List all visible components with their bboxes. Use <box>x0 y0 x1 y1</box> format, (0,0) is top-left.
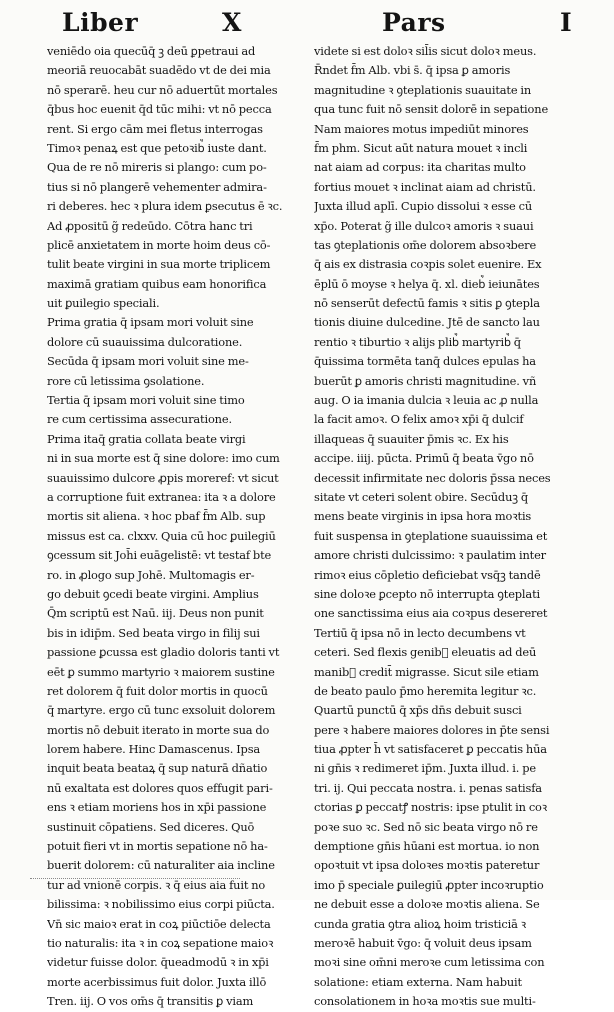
text-line: rore cū letissima ꝯsolatione. <box>47 373 205 388</box>
text-line: potuit fieri vt in mortis sepatione nō ha- <box>47 839 268 854</box>
text-line: passione ꝑcussa est gladio doloris tanti vt <box>47 645 280 660</box>
text-line: Tertia q̄ ipsam mori voluit sine timo <box>47 393 245 408</box>
text-line: rimoꝛ eius cōpletio deficiebat vsq̄ꝫ tandē <box>314 567 541 582</box>
text-line: q̄uissima tormēta tanq̄ dulces epulas ha <box>314 354 536 369</box>
text-line: magnitudine ꝛ ꝯteplationis suauitate in <box>314 82 532 97</box>
text-line: videte si est doloꝛ sil̄is sicut doloꝛ meus. <box>314 44 537 58</box>
text-line: uit ꝑuilegio speciali. <box>47 296 160 311</box>
text-line: aug. O ia imania dulcia ꝛ leuia ac ꝓ nulla <box>314 393 539 408</box>
text-line: decessit infirmitate nec doloris p̄ssa neces <box>314 470 551 485</box>
text-line: qua tunc fuit nō sensit dolorē in sepatione <box>314 102 549 117</box>
text-line: mortis nō debuit iterato in morte sua do <box>47 722 270 737</box>
text-line: xp̄o. Poterat g̃ ille dulcoꝛ amoris ꝛ suaui <box>314 218 534 233</box>
header-book-number: X <box>222 8 242 37</box>
text-line: tionis diuine dulcedine. Jtē de sancto lau <box>314 315 540 330</box>
text-column-left <box>47 42 309 1012</box>
text-line: Secūda q̄ ipsam mori voluit sine me- <box>47 354 249 369</box>
text-line: plicē anxietatem in morte hoim deus cō- <box>47 237 271 252</box>
text-line: tri. ij. Qui peccata nostra. i. penas satisfa <box>314 780 542 795</box>
text-line: maximā gratiam quibus eam honorifica <box>47 276 267 291</box>
text-line: fortius mouet ꝛ inclinat aiam ad christū. <box>314 179 536 194</box>
text-line: lorem habere. Hinc Damascenus. Ipsa <box>47 742 261 757</box>
text-line: q̄ ais ex distrasia coꝛpis solet euenire. Ex <box>314 257 542 272</box>
text-line: illaqueas q̄ suauiter p̄mis ꝛc. Ex his <box>314 431 509 446</box>
text-line: tur ad vnionē corpis. ꝛ q̄ eius aia fuit no <box>47 877 266 892</box>
text-line: Quartū punctū q̄ xp̄s dn̄s debuit susci <box>314 703 522 718</box>
text-line: nat aiam ad corpus: ita charitas multo <box>314 160 526 175</box>
text-line: accipe. iiij. pūcta. Primū q̄ beata v̄go nō <box>314 451 534 466</box>
text-line: dolore cū suauissima dulcoratione. <box>47 334 243 349</box>
text-line: rent. Si ergo cām mei fletus interrogas <box>47 121 263 136</box>
text-line: Tren. iij. O vos om̄s q̄ transitis ꝑ viam <box>47 994 254 1009</box>
text-line: Q̄m scriptū est Naū. iij. Deus non punit <box>47 606 264 621</box>
text-line: Tertiū q̄ ipsa nō in lecto decumbens vt <box>314 625 526 640</box>
text-line: pere ꝛ habere maiores dolores in p̄te sensi <box>314 722 550 737</box>
text-line: ne debuit esse a doloꝛe moꝛtis aliena. Se <box>314 897 540 912</box>
header-part-number: I <box>560 8 573 37</box>
text-line: meoriā reuocabāt suadēdo vt de dei mia <box>47 63 271 78</box>
header-book-label: Liber <box>62 8 139 37</box>
text-line: videtur fuisse dolor. q̄ueadmodū ꝛ in xp̄i <box>47 955 269 970</box>
text-line: poꝛe suo ꝛc. Sed nō sic beata virgo nō re <box>314 819 538 834</box>
bottom-margin-mark <box>30 878 240 885</box>
text-line: q̄bus hoc euenit q̄d tūc mihi: vt nō pecca <box>47 102 272 117</box>
text-line: amore christi dulcissimo: ꝛ paulatim inter <box>314 548 546 563</box>
text-line: eēt ꝑ summo martyrio ꝛ maiorem sustine <box>47 664 275 679</box>
text-line: re cum certissima assecuratione. <box>47 412 232 427</box>
text-line: consolationem in hoꝛa moꝛtis sue multi- <box>314 994 536 1009</box>
text-line: de beato paulo p̄mo heremita legitur ꝛc. <box>314 683 537 698</box>
text-line: nō sperarē. heu cur nō aduertūt mortales <box>47 82 278 97</box>
text-line: missus est ca. clxxv. Quia cū hoc ꝑuilegiū <box>47 528 276 543</box>
text-line: nō senserūt defectū famis ꝛ sitis ꝑ ꝯtepla <box>314 296 540 311</box>
text-line: opoꝛtuit vt ipsa doloꝛes moꝛtis pateretur <box>314 858 540 873</box>
text-line: cunda gratia ꝯtra alioꝝ hoim tristiciā ꝛ <box>314 916 526 931</box>
text-line: sitate vt ceteri solent obire. Secūduꝫ q̄ <box>314 489 529 504</box>
text-line: ri deberes. hec ꝛ plura idem ꝑsecutus ē ꝛc. <box>47 199 283 214</box>
text-line: buerūt ꝑ amoris christi magnitudine. vñ <box>314 373 537 388</box>
text-line: nū exaltata est dolores quos effugit pari- <box>47 780 273 795</box>
text-line: ni in sua morte est q̄ sine dolore: imo cum <box>47 451 280 466</box>
text-line: Prima itaq̄ gratia collata beate virgi <box>47 431 246 446</box>
text-line: rentio ꝛ tiburtio ꝛ alijs plib᷒ martyrib᷒ q̄ <box>314 334 521 349</box>
text-line: moꝛi sine om̄ni meroꝛe cum letissima con <box>314 955 545 970</box>
text-line: tius si nō plangerē vehementer admira- <box>47 179 267 194</box>
text-line: q̄ martyre. ergo cū tunc exsoluit dolorem <box>47 703 276 718</box>
text-line: mortis sit aliena. ꝛ hoc pbaf f̄m Alb. sup <box>47 509 266 524</box>
text-line: la facit amoꝛ. O felix amoꝛ xp̄i q̄ dulcif <box>314 412 524 427</box>
text-line: ēplū ō moyse ꝛ helya q̄. xl. dieb᷒ ieiunātes <box>314 276 540 291</box>
text-line: ro. in ꝓlogo sup Johē. Multomagis er- <box>47 567 255 582</box>
text-line: go debuit ꝯcedi beate virgini. Amplius <box>47 586 259 601</box>
text-line: tiua ꝓpter h̄ vt satisfaceret ꝑ peccatis hūa <box>314 742 547 757</box>
text-line: ceteri. Sed flexis genib᷒ eleuatis ad deū <box>314 645 537 660</box>
header-part-label: Pars <box>382 8 446 37</box>
text-line: R̄ndet f̄m Alb. vbi s̄. q̄ ipsa ꝑ amoris <box>314 63 511 78</box>
text-line: inquit beata beataꝝ q̄ sup naturā dñatio <box>47 761 268 776</box>
text-line: Juxta illud aplī. Cupio dissolui ꝛ esse cū <box>314 199 533 214</box>
text-line: sine doloꝛe ꝑcepto nō interrupta ꝯteplati <box>314 586 540 601</box>
text-line: imo p̄ speciale ꝑuilegiū ꝓpter incoꝛruptio <box>314 877 544 892</box>
text-line: a corruptione fuit extranea: ita ꝛ a dolore <box>47 489 276 504</box>
text-line: tulit beate virgini in sua morte triplicem <box>47 257 271 272</box>
text-line: Ad ꝓpositū g̃ redeūdo. Cōtra hanc tri <box>47 218 253 233</box>
text-line: morte acerbissimus fuit dolor. Juxta illō <box>47 974 267 989</box>
text-line: Vn̄ sic maioꝛ erat in coꝝ piūctiōe delecta <box>47 916 271 931</box>
text-line: f̄m phm. Sicut aūt natura mouet ꝛ incli <box>314 140 528 155</box>
text-line: ctorias ꝑ peccatꝭ nostris: ipse ptulit in coꝛ <box>314 800 548 815</box>
text-line: one sanctissima eius aia coꝛpus desereret <box>314 606 548 621</box>
text-line: meroꝛē habuit v̄go: q̄ voluit deus ipsam <box>314 935 532 950</box>
text-line: bis in idip̄m. Sed beata virgo in filij sui <box>47 625 260 640</box>
text-line: buerit dolorem: cū naturaliter aia incline <box>47 858 275 873</box>
text-line: bilissima: ꝛ nobilissimo eius corpi piūcta. <box>47 897 275 912</box>
text-line: ni gn̄is ꝛ redimeret ip̄m. Juxta illud. i. pe <box>314 761 536 776</box>
text-line: Qua de re nō mireris si plango: cum po- <box>47 160 267 175</box>
text-line: fuit suspensa in ꝯteplatione suauissima et <box>314 528 548 543</box>
text-line: mens beate virginis in ipsa hora moꝛtis <box>314 509 532 524</box>
text-line: sustinuit cōpatiens. Sed diceres. Quō <box>47 819 255 834</box>
text-line: ret dolorem q̄ fuit dolor mortis in quocū <box>47 683 268 698</box>
text-line: tio naturalis: ita ꝛ in coꝝ sepatione maioꝛ <box>47 935 274 950</box>
text-line: tas ꝯteplationis om̄e dolorem absoꝛbere <box>314 237 537 252</box>
text-line: suauissimo dulcore ꝓpis moreref: vt sicut <box>47 470 279 485</box>
text-line: solatione: etiam externa. Nam habuit <box>314 974 522 989</box>
text-line: manib᷒ credit̄ migrasse. Sicut sile etiam <box>314 664 539 679</box>
text-line: ens ꝛ etiam moriens hos in xp̄i passione <box>47 800 267 815</box>
text-line: Prima gratia q̄ ipsam mori voluit sine <box>47 315 254 330</box>
text-line: Nam maiores motus impediūt minores <box>314 121 529 136</box>
text-line: veniēdo oia quecūq̄ ꝫ deū ꝑpetraui ad <box>47 44 256 58</box>
text-line: ꝯcessum sit Joh̄i euāgelistē: vt testaf bte <box>47 548 272 563</box>
running-header <box>0 6 614 42</box>
text-line: Timoꝛ penaꝝ est que petoꝛib᷒ iuste dant. <box>47 140 267 155</box>
text-column-right <box>314 42 576 1012</box>
text-line: demptione gn̄is hūani est mortua. io non <box>314 839 540 854</box>
